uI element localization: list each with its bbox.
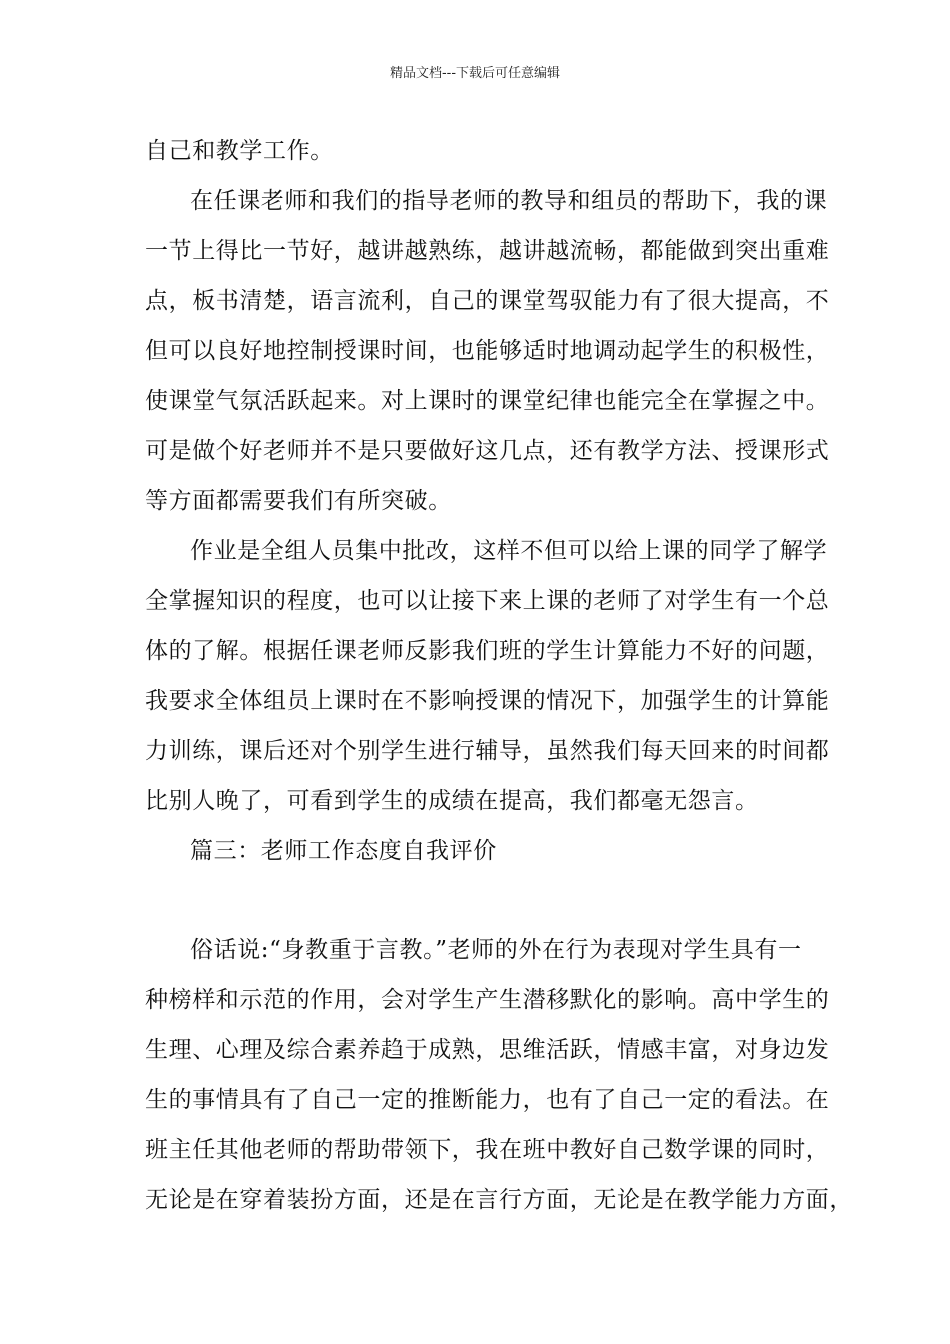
text-line: 我要求全体组员上课时在不影响授课的情况下，加强学生的计算能: [145, 688, 830, 714]
text-line: 种榜样和示范的作用，会对学生产生潜移默化的影响。高中学生的: [145, 987, 830, 1013]
page-header: 精品文档---下载后可任意编辑: [389, 66, 561, 81]
text-line: 无论是在穿着装扮方面，还是在言行方面，无论是在教学能力方面，: [145, 1187, 853, 1213]
text-line: 比别人晚了，可看到学生的成绩在提高，我们都毫无怨言。: [145, 788, 759, 814]
text-line: 点，板书清楚，语言流利，自己的课堂驾驭能力有了很大提高，不: [145, 288, 830, 314]
text-line: 使课堂气氛活跃起来。对上课时的课堂纪律也能完全在掌握之中。: [145, 388, 830, 414]
text-line: 等方面都需要我们有所突破。: [145, 488, 452, 514]
text-line: 生理、心理及综合素养趋于成熟，思维活跃，情感丰富，对身边发: [145, 1037, 830, 1063]
text-line: 体的了解。根据任课老师反影我们班的学生计算能力不好的问题，: [145, 638, 830, 664]
text-line: 班主任其他老师的帮助带领下，我在班中教好自己数学课的同时，: [145, 1137, 830, 1163]
text-line: 力训练，课后还对个别学生进行辅导，虽然我们每天回来的时间都: [145, 738, 830, 764]
text-line: 可是做个好老师并不是只要做好这几点，还有教学方法、授课形式: [145, 438, 830, 464]
text-line: 但可以良好地控制授课时间，也能够适时地调动起学生的积极性，: [145, 338, 830, 364]
text-line: 生的事情具有了自己一定的推断能力，也有了自己一定的看法。在: [145, 1087, 830, 1113]
text-line: 全掌握知识的程度，也可以让接下来上课的老师了对学生有一个总: [145, 588, 830, 614]
text-line: 一节上得比一节好，越讲越熟练，越讲越流畅，都能做到突出重难: [145, 238, 830, 264]
text-line: 作业是全组人员集中批改，这样不但可以给上课的同学了解学: [190, 538, 828, 564]
text-line: 俗话说:“身教重于言教。”老师的外在行为表现对学生具有一: [190, 937, 802, 963]
text-line: 在任课老师和我们的指导老师的教导和组员的帮助下，我的课: [190, 188, 828, 214]
section-heading: 篇三：老师工作态度自我评价: [190, 838, 497, 864]
text-line: 自己和教学工作。: [145, 138, 334, 164]
